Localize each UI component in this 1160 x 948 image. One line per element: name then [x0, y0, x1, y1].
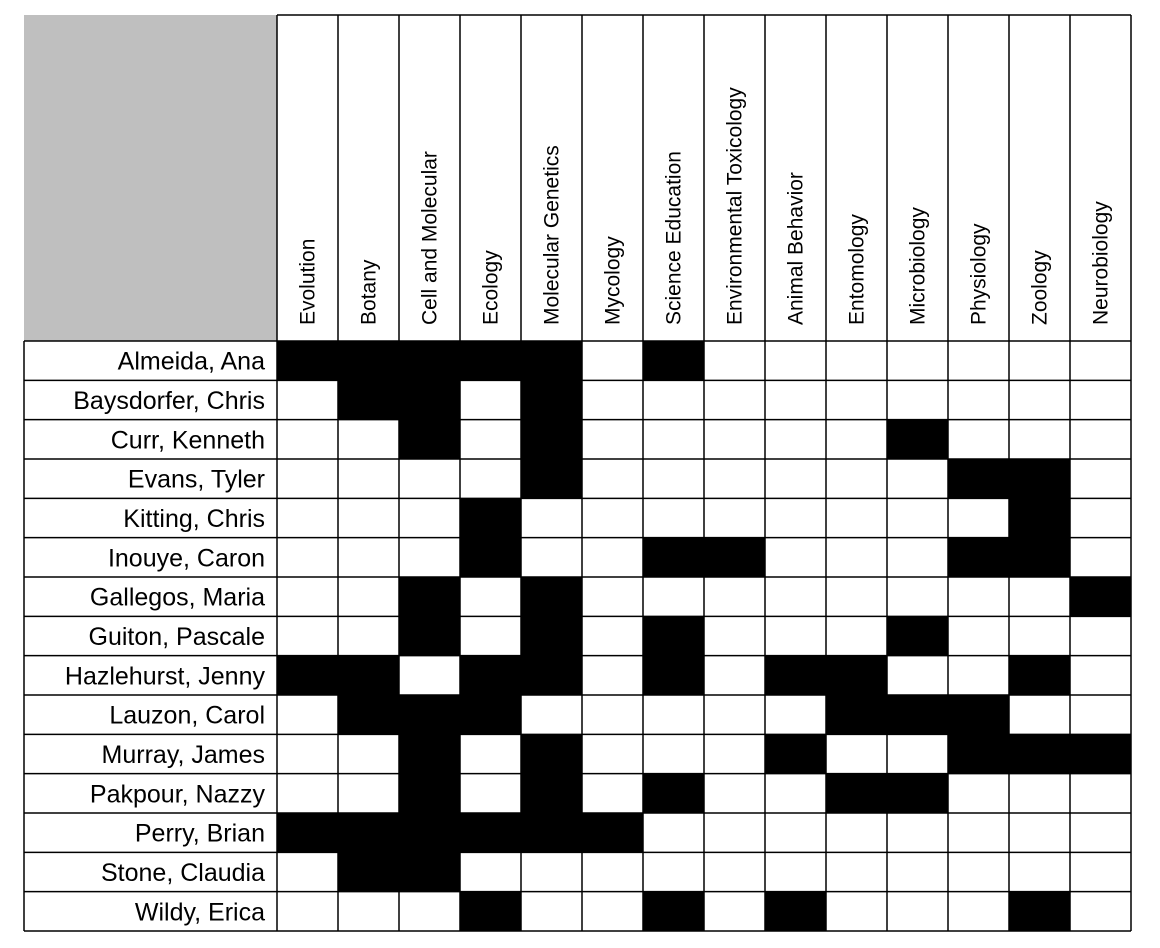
- matrix-cell: [277, 892, 338, 931]
- matrix-cell: [948, 852, 1009, 891]
- matrix-cell: [704, 498, 765, 537]
- matrix-cell: [338, 813, 399, 852]
- matrix-cell: [277, 341, 338, 380]
- matrix-cell: [826, 852, 887, 891]
- matrix-cell: [338, 734, 399, 773]
- matrix-cell: [704, 341, 765, 380]
- matrix-cell: [643, 577, 704, 616]
- matrix-cell: [948, 420, 1009, 459]
- matrix-cell: [1070, 380, 1131, 419]
- matrix-cell: [277, 420, 338, 459]
- matrix-cell: [460, 695, 521, 734]
- matrix-cell: [704, 892, 765, 931]
- matrix-cell: [460, 774, 521, 813]
- column-header: Physiology: [967, 223, 991, 325]
- matrix-cell: [338, 616, 399, 655]
- matrix-cell: [1009, 459, 1070, 498]
- matrix-cell: [338, 852, 399, 891]
- matrix-cell: [582, 498, 643, 537]
- matrix-cell: [643, 774, 704, 813]
- matrix-cell: [765, 852, 826, 891]
- matrix-cell: [948, 577, 1009, 616]
- matrix-cell: [460, 459, 521, 498]
- matrix-cell: [460, 813, 521, 852]
- matrix-cell: [1009, 813, 1070, 852]
- matrix-cell: [765, 734, 826, 773]
- matrix-cell: [887, 852, 948, 891]
- matrix-cell: [826, 695, 887, 734]
- matrix-cell: [1070, 538, 1131, 577]
- matrix-cell: [887, 420, 948, 459]
- matrix-cell: [460, 538, 521, 577]
- matrix-cell: [582, 341, 643, 380]
- matrix-cell: [460, 380, 521, 419]
- matrix-cell: [704, 420, 765, 459]
- column-header: Molecular Genetics: [540, 145, 564, 325]
- matrix-cell: [826, 380, 887, 419]
- matrix-cell: [1070, 498, 1131, 537]
- matrix-cell: [765, 774, 826, 813]
- matrix-cell: [643, 420, 704, 459]
- row-header: Curr, Kenneth: [110, 426, 265, 455]
- matrix-cell: [582, 695, 643, 734]
- matrix-cell: [399, 420, 460, 459]
- matrix-cell: [765, 813, 826, 852]
- matrix-cell: [521, 813, 582, 852]
- matrix-cell: [765, 538, 826, 577]
- matrix-cell: [643, 341, 704, 380]
- matrix-cell: [704, 577, 765, 616]
- matrix-cell: [887, 892, 948, 931]
- matrix-cell: [948, 813, 1009, 852]
- matrix-cell: [582, 459, 643, 498]
- matrix-cell: [521, 380, 582, 419]
- column-header: Evolution: [296, 238, 320, 325]
- matrix-cell: [1009, 498, 1070, 537]
- row-header: Murray, James: [101, 741, 265, 769]
- matrix-cell: [643, 734, 704, 773]
- matrix-cell: [521, 616, 582, 655]
- matrix-cell: [948, 656, 1009, 695]
- matrix-cell: [521, 774, 582, 813]
- matrix-cell: [460, 892, 521, 931]
- matrix-cell: [338, 341, 399, 380]
- matrix-cell: [643, 892, 704, 931]
- matrix-cell: [277, 459, 338, 498]
- matrix-cell: [948, 695, 1009, 734]
- matrix-cell: [1070, 656, 1131, 695]
- row-header: Evans, Tyler: [127, 465, 265, 494]
- matrix-cell: [765, 695, 826, 734]
- matrix-cell: [704, 538, 765, 577]
- matrix-cell: [643, 813, 704, 852]
- matrix-cell: [1070, 734, 1131, 773]
- matrix-cell: [765, 498, 826, 537]
- matrix-cell: [887, 577, 948, 616]
- matrix-cell: [521, 341, 582, 380]
- matrix-cell: [460, 656, 521, 695]
- matrix-cell: [399, 695, 460, 734]
- column-header: Animal Behavior: [784, 172, 808, 325]
- matrix-cell: [338, 656, 399, 695]
- matrix-cell: [338, 695, 399, 734]
- matrix-cell: [1009, 538, 1070, 577]
- matrix-cell: [1009, 734, 1070, 773]
- matrix-cell: [521, 459, 582, 498]
- matrix-cell: [1009, 380, 1070, 419]
- matrix-cell: [582, 774, 643, 813]
- corner-block: [24, 15, 277, 341]
- matrix-cell: [1070, 459, 1131, 498]
- matrix-cell: [521, 734, 582, 773]
- matrix-cell: [704, 380, 765, 419]
- matrix-cell: [460, 577, 521, 616]
- matrix-cell: [521, 577, 582, 616]
- matrix-cell: [826, 734, 887, 773]
- matrix-cell: [582, 577, 643, 616]
- matrix-cell: [1070, 774, 1131, 813]
- column-header: Microbiology: [906, 207, 930, 325]
- matrix-cell: [643, 616, 704, 655]
- row-header: Wildy, Erica: [134, 898, 265, 927]
- matrix-cell: [887, 616, 948, 655]
- matrix-cell: [277, 498, 338, 537]
- column-header: Mycology: [601, 236, 625, 325]
- matrix-cell: [887, 656, 948, 695]
- matrix-cell: [1070, 892, 1131, 931]
- matrix-cell: [826, 774, 887, 813]
- matrix-cell: [887, 774, 948, 813]
- matrix-cell: [582, 420, 643, 459]
- matrix-cell: [765, 341, 826, 380]
- column-header: Zoology: [1028, 250, 1052, 325]
- column-header: Cell and Molecular: [418, 151, 442, 325]
- matrix-cell: [399, 813, 460, 852]
- matrix-cell: [826, 813, 887, 852]
- matrix-cell: [948, 616, 1009, 655]
- matrix-cell: [582, 852, 643, 891]
- row-header: Lauzon, Carol: [109, 701, 265, 730]
- matrix-cell: [277, 695, 338, 734]
- matrix-cell: [399, 616, 460, 655]
- matrix-cell: [704, 852, 765, 891]
- matrix-cell: [582, 380, 643, 419]
- matrix-cell: [277, 380, 338, 419]
- matrix-cell: [460, 616, 521, 655]
- matrix-cell: [399, 380, 460, 419]
- matrix-cell: [399, 341, 460, 380]
- matrix-cell: [399, 734, 460, 773]
- matrix-cell: [765, 577, 826, 616]
- column-header: Science Education: [662, 151, 686, 325]
- matrix-cell: [521, 420, 582, 459]
- matrix-cell: [948, 892, 1009, 931]
- matrix-cell: [338, 459, 399, 498]
- matrix-cell: [521, 892, 582, 931]
- matrix-cell: [582, 656, 643, 695]
- matrix-cell: [887, 380, 948, 419]
- matrix-cell: [826, 892, 887, 931]
- matrix-cell: [338, 577, 399, 616]
- matrix-cell: [826, 341, 887, 380]
- matrix-cell: [338, 498, 399, 537]
- matrix-cell: [948, 498, 1009, 537]
- matrix-cell: [460, 734, 521, 773]
- matrix-cell: [1009, 341, 1070, 380]
- row-header: Guiton, Pascale: [88, 623, 265, 651]
- matrix-cell: [338, 538, 399, 577]
- matrix-cell: [643, 656, 704, 695]
- matrix-cell: [765, 616, 826, 655]
- matrix-cell: [277, 852, 338, 891]
- matrix-cell: [643, 459, 704, 498]
- matrix-cell: [399, 852, 460, 891]
- matrix-cell: [399, 459, 460, 498]
- matrix-cell: [704, 813, 765, 852]
- matrix-cell: [948, 459, 1009, 498]
- matrix-cell: [765, 656, 826, 695]
- matrix-cell: [1070, 852, 1131, 891]
- matrix-cell: [399, 656, 460, 695]
- matrix-cell: [887, 498, 948, 537]
- row-header: Stone, Claudia: [100, 859, 265, 887]
- column-header: Neurobiology: [1089, 201, 1113, 325]
- row-header: Kitting, Chris: [123, 505, 265, 533]
- matrix-cell: [582, 734, 643, 773]
- matrix-cell: [765, 380, 826, 419]
- matrix-cell: [643, 498, 704, 537]
- matrix-cell: [1070, 616, 1131, 655]
- matrix-cell: [643, 852, 704, 891]
- matrix-cell: [1009, 892, 1070, 931]
- matrix-cell: [826, 577, 887, 616]
- matrix-cell: [1009, 616, 1070, 655]
- matrix-cell: [826, 420, 887, 459]
- column-header: Entomology: [845, 214, 869, 325]
- matrix-cell: [277, 774, 338, 813]
- matrix-cell: [399, 577, 460, 616]
- matrix-cell: [948, 774, 1009, 813]
- matrix-cell: [338, 420, 399, 459]
- matrix-cell: [643, 538, 704, 577]
- matrix-cell: [704, 616, 765, 655]
- matrix-cell: [582, 813, 643, 852]
- row-header: Perry, Brian: [134, 819, 265, 848]
- matrix-cell: [338, 380, 399, 419]
- column-header: Ecology: [479, 250, 503, 325]
- matrix-cell: [948, 734, 1009, 773]
- column-header: Environmental Toxicology: [723, 87, 747, 325]
- matrix-cell: [704, 774, 765, 813]
- matrix-cell: [887, 341, 948, 380]
- matrix-cell: [399, 498, 460, 537]
- matrix-cell: [887, 695, 948, 734]
- matrix-cell: [1009, 420, 1070, 459]
- row-header: Baysdorfer, Chris: [73, 387, 265, 415]
- matrix-cell: [704, 459, 765, 498]
- matrix-cell: [704, 695, 765, 734]
- matrix-cell: [399, 538, 460, 577]
- matrix-cell: [338, 892, 399, 931]
- matrix-cell: [277, 577, 338, 616]
- matrix-cell: [338, 774, 399, 813]
- matrix-cell: [521, 852, 582, 891]
- row-header: Inouye, Caron: [107, 544, 265, 573]
- matrix-cell: [1070, 577, 1131, 616]
- matrix-cell: [948, 380, 1009, 419]
- row-header: Pakpour, Nazzy: [89, 780, 265, 809]
- matrix-cell: [460, 420, 521, 459]
- matrix-cell: [521, 538, 582, 577]
- matrix-cell: [1070, 695, 1131, 734]
- matrix-cell: [948, 341, 1009, 380]
- matrix-cell: [643, 380, 704, 419]
- matrix-cell: [826, 656, 887, 695]
- matrix-cell: [277, 813, 338, 852]
- matrix-cell: [460, 341, 521, 380]
- matrix-cell: [704, 656, 765, 695]
- matrix-cell: [765, 459, 826, 498]
- matrix-cell: [1070, 420, 1131, 459]
- matrix-cell: [887, 459, 948, 498]
- matrix-cell: [948, 538, 1009, 577]
- row-header: Almeida, Ana: [117, 347, 265, 376]
- matrix-cell: [277, 538, 338, 577]
- row-headers: [65, 348, 266, 927]
- matrix-cell: [765, 892, 826, 931]
- matrix-cell: [521, 498, 582, 537]
- matrix-cell: [765, 420, 826, 459]
- matrix-cell: [582, 538, 643, 577]
- matrix-cell: [1009, 852, 1070, 891]
- matrix-cell: [1070, 341, 1131, 380]
- matrix-cell: [1009, 774, 1070, 813]
- row-header: Hazlehurst, Jenny: [64, 662, 265, 691]
- matrix-cell: [1009, 695, 1070, 734]
- matrix-cell: [643, 695, 704, 734]
- matrix-cell: [1009, 577, 1070, 616]
- row-header: Gallegos, Maria: [89, 583, 265, 612]
- matrix-cell: [277, 734, 338, 773]
- matrix-cell: [887, 734, 948, 773]
- matrix-cell: [582, 616, 643, 655]
- matrix-cell: [460, 852, 521, 891]
- matrix-cell: [887, 813, 948, 852]
- matrix-cell: [277, 616, 338, 655]
- matrix-cell: [887, 538, 948, 577]
- matrix-cell: [521, 695, 582, 734]
- matrix-cell: [582, 892, 643, 931]
- matrix-cell: [521, 656, 582, 695]
- matrix-cell: [399, 774, 460, 813]
- matrix-cell: [399, 892, 460, 931]
- matrix-cell: [826, 498, 887, 537]
- matrix-cell: [826, 459, 887, 498]
- matrix-cell: [1070, 813, 1131, 852]
- matrix-cell: [277, 656, 338, 695]
- matrix-cell: [460, 498, 521, 537]
- matrix-cell: [826, 538, 887, 577]
- matrix-cell: [826, 616, 887, 655]
- matrix-cell: [704, 734, 765, 773]
- column-header: Botany: [357, 259, 381, 325]
- matrix-cell: [1009, 656, 1070, 695]
